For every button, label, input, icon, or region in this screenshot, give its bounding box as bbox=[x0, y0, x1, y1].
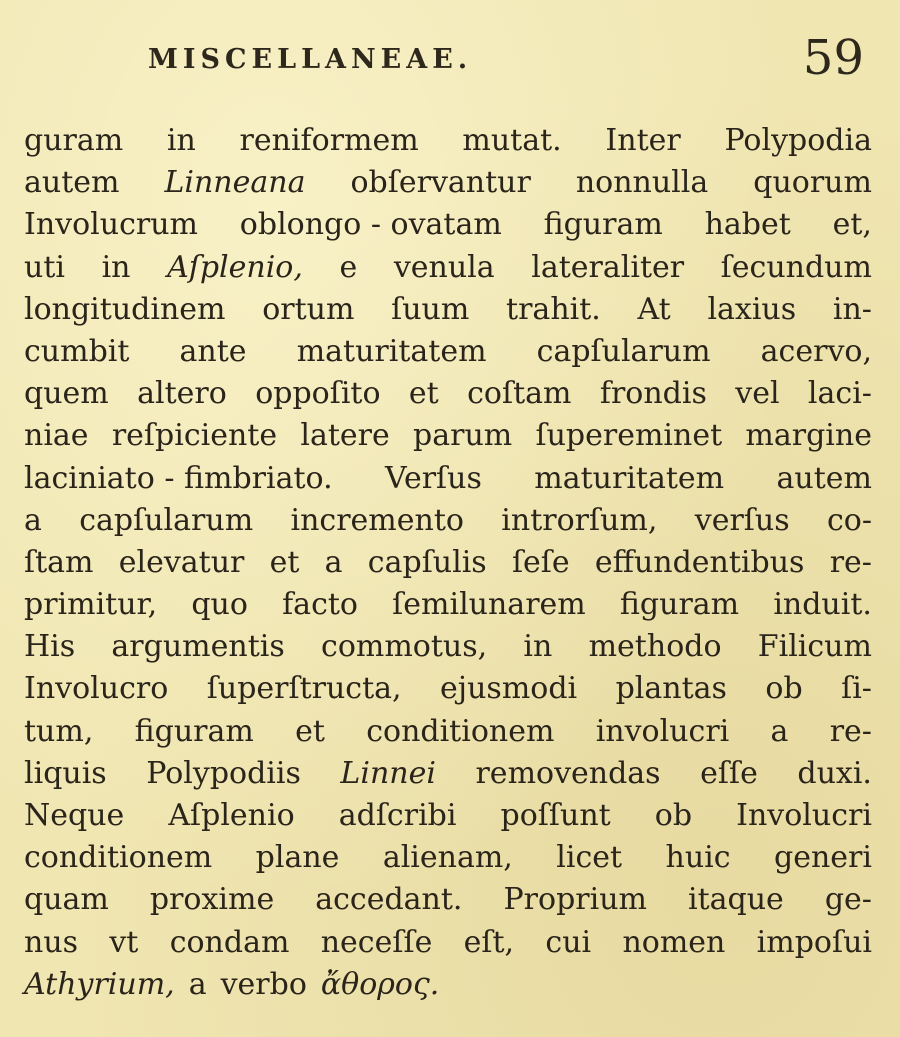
text-line bbox=[24, 415, 872, 457]
text-line bbox=[24, 500, 872, 542]
text-line bbox=[24, 584, 872, 626]
word: Aſplenio bbox=[168, 798, 295, 833]
word: et bbox=[295, 713, 325, 749]
text-line bbox=[24, 373, 872, 415]
word: effundentibus bbox=[594, 544, 805, 580]
word: nus bbox=[24, 924, 79, 960]
word: autem bbox=[776, 460, 872, 496]
text-line bbox=[24, 711, 872, 753]
text-line bbox=[24, 162, 872, 204]
word: Inter bbox=[605, 123, 681, 158]
word: ſi- bbox=[841, 671, 872, 707]
word: re- bbox=[829, 544, 872, 580]
word: figuram bbox=[134, 713, 254, 749]
word: oppoſito bbox=[255, 376, 381, 412]
word: reſpiciente bbox=[111, 418, 278, 454]
word: co- bbox=[826, 502, 872, 538]
word: introrſum, bbox=[501, 502, 658, 538]
word: quorum bbox=[753, 165, 872, 201]
text-line bbox=[24, 964, 872, 1006]
running-head bbox=[148, 30, 872, 94]
word: et, bbox=[832, 207, 872, 243]
word: altero bbox=[137, 376, 227, 412]
word: acervo, bbox=[760, 333, 872, 369]
italic-word: Linneana bbox=[164, 165, 306, 201]
text-line bbox=[24, 120, 872, 162]
italic-word: Linnei bbox=[340, 755, 436, 791]
word: verbo bbox=[220, 966, 307, 1002]
word: huic bbox=[665, 840, 731, 876]
word: latere bbox=[300, 418, 390, 454]
word: impoſui bbox=[756, 924, 872, 960]
text-line bbox=[24, 289, 872, 331]
word: a bbox=[24, 502, 42, 538]
word: ortum bbox=[262, 291, 355, 327]
word: maturitatem bbox=[296, 333, 487, 369]
word: neceſſe bbox=[320, 924, 433, 960]
word: capſularum bbox=[536, 333, 711, 369]
word: ſemilunarem bbox=[392, 587, 586, 623]
word: Proprium bbox=[503, 882, 647, 918]
word: condam bbox=[169, 924, 290, 960]
word: parum bbox=[413, 418, 513, 454]
word: ſecundum bbox=[720, 249, 872, 285]
word: plane bbox=[255, 840, 340, 876]
text-line bbox=[24, 922, 872, 964]
word: coſtam bbox=[467, 376, 572, 412]
word: maturitatem bbox=[534, 460, 725, 496]
word: a bbox=[188, 966, 207, 1002]
word: involucri bbox=[595, 713, 730, 749]
word: habet bbox=[704, 207, 791, 243]
text-line bbox=[24, 247, 872, 289]
word: longitudinem bbox=[24, 291, 226, 327]
word: incremento bbox=[290, 502, 464, 538]
text-line bbox=[24, 753, 872, 795]
greek-word: ἄθορος. bbox=[320, 966, 440, 1002]
word: oblongo - ovatam bbox=[239, 207, 502, 243]
word: proxime bbox=[149, 882, 275, 918]
word: eſſe bbox=[700, 755, 758, 791]
word: in bbox=[101, 249, 131, 285]
word: generi bbox=[773, 840, 872, 876]
word: commotus, bbox=[321, 629, 488, 665]
word: ſuum bbox=[391, 291, 470, 327]
text-line bbox=[24, 795, 872, 837]
page-number: 59 bbox=[802, 30, 864, 86]
word: quo bbox=[191, 587, 248, 623]
word: facto bbox=[282, 587, 358, 623]
word: plantas bbox=[615, 671, 727, 707]
word: laciniato - fimbriato. bbox=[24, 460, 333, 496]
word: capſularum bbox=[79, 502, 254, 538]
word: figuram bbox=[543, 207, 663, 243]
word: poſſunt bbox=[500, 798, 611, 833]
word: vt bbox=[109, 924, 139, 960]
word: accedant. bbox=[315, 882, 463, 918]
word: Polypodia bbox=[724, 123, 872, 158]
word: conditionem bbox=[24, 840, 213, 876]
word: conditionem bbox=[366, 713, 555, 749]
word: duxi. bbox=[797, 755, 872, 791]
word: venula bbox=[393, 249, 495, 285]
word: ejusmodi bbox=[440, 671, 578, 707]
word: trahit. bbox=[506, 291, 601, 327]
word: et bbox=[408, 376, 439, 412]
italic-word: Aſplenio, bbox=[167, 249, 303, 285]
word: et bbox=[269, 544, 300, 580]
word: laci- bbox=[807, 376, 872, 412]
word: figuram bbox=[619, 587, 740, 623]
word: ſuperſtructa, bbox=[206, 671, 402, 707]
word: margine bbox=[745, 418, 872, 454]
word: e bbox=[339, 249, 358, 285]
text-line bbox=[24, 331, 872, 373]
running-title: MISCELLANEAE. bbox=[148, 44, 473, 75]
word: uti bbox=[24, 249, 65, 285]
text-line bbox=[24, 542, 872, 584]
word: Neque bbox=[24, 798, 125, 833]
word: verſus bbox=[694, 502, 790, 538]
word: Filicum bbox=[757, 629, 872, 665]
text-line bbox=[24, 458, 872, 500]
word: nonnulla bbox=[575, 165, 709, 201]
text-line bbox=[24, 626, 872, 668]
word: liquis bbox=[24, 755, 107, 791]
word: ſeſe bbox=[511, 544, 570, 580]
word: itaque bbox=[688, 882, 784, 918]
word: nomen bbox=[622, 924, 726, 960]
word: quam bbox=[24, 882, 109, 918]
italic-word: Athyrium, bbox=[24, 966, 175, 1002]
word: in bbox=[166, 123, 196, 158]
word: Involucrum bbox=[24, 207, 199, 243]
word: Polypodiis bbox=[146, 755, 301, 791]
word: vel bbox=[735, 376, 780, 412]
word: Involucro bbox=[24, 671, 169, 707]
word: adſcribi bbox=[338, 798, 457, 833]
word: alienam, bbox=[382, 840, 513, 876]
word: His bbox=[24, 629, 76, 665]
word: primitur, bbox=[24, 587, 158, 623]
word: argumentis bbox=[111, 629, 285, 665]
word: methodo bbox=[588, 629, 722, 665]
text-line bbox=[24, 668, 872, 710]
word: autem bbox=[24, 165, 120, 201]
word: cumbit bbox=[24, 333, 130, 369]
word: ſtam bbox=[24, 544, 94, 580]
word: Involucri bbox=[736, 798, 872, 833]
word: a bbox=[770, 713, 789, 749]
body-text bbox=[24, 120, 872, 1006]
word: elevatur bbox=[118, 544, 245, 580]
word: lateraliter bbox=[531, 249, 685, 285]
word: ob bbox=[654, 798, 693, 833]
word: capſulis bbox=[367, 544, 487, 580]
word: At bbox=[637, 291, 671, 327]
word: re- bbox=[829, 713, 872, 749]
text-line bbox=[24, 879, 872, 921]
word: tum, bbox=[24, 713, 94, 749]
word: induit. bbox=[773, 587, 872, 623]
word: ante bbox=[179, 333, 247, 369]
word: removendas bbox=[475, 755, 661, 791]
word: guram bbox=[24, 123, 124, 158]
word: reniformem bbox=[239, 123, 419, 158]
word: mutat. bbox=[462, 123, 562, 158]
word: frondis bbox=[599, 376, 707, 412]
word: in- bbox=[832, 291, 872, 327]
word: cui bbox=[545, 924, 592, 960]
word: obſervantur bbox=[350, 165, 531, 201]
word: Verſus bbox=[385, 460, 482, 496]
word: a bbox=[324, 544, 343, 580]
word: niae bbox=[24, 418, 89, 454]
word: in bbox=[523, 629, 553, 665]
text-line bbox=[24, 837, 872, 879]
word: eſt, bbox=[463, 924, 515, 960]
text-line bbox=[24, 204, 872, 246]
word: ob bbox=[765, 671, 803, 707]
word: licet bbox=[556, 840, 623, 876]
word: ge- bbox=[824, 882, 872, 918]
word: quem bbox=[24, 376, 109, 412]
word: ſupereminet bbox=[535, 418, 723, 454]
word: laxius bbox=[707, 291, 797, 327]
